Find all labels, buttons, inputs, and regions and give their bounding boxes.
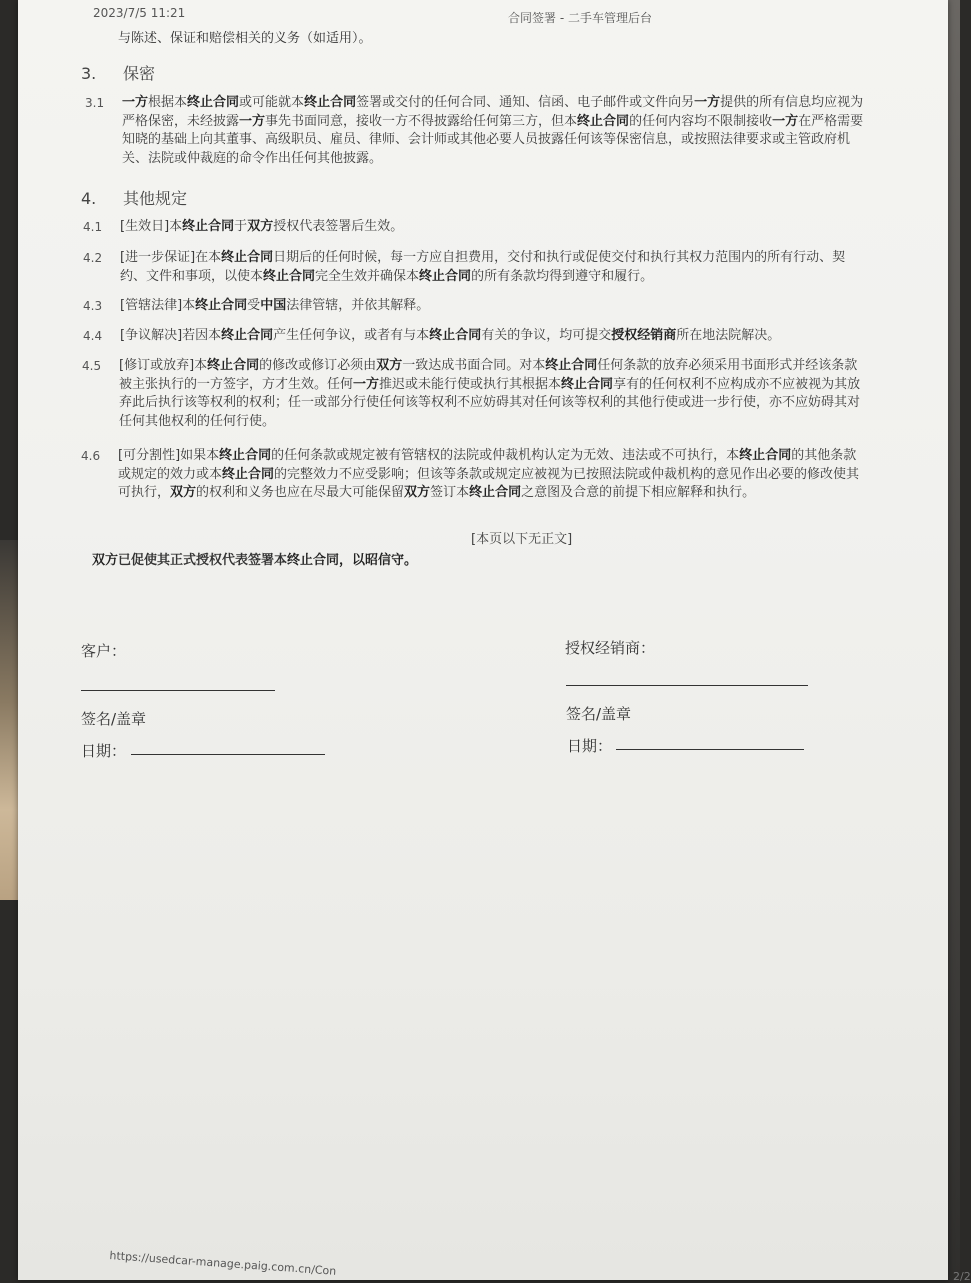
text-run: [生效日]本 (120, 219, 183, 234)
text-run: 知晓的基础上向其董事、高级职员、雇员、律师、会计师或其他必要人员披露任何该等保密信息，或按照法律要求或主管政府机 (122, 132, 851, 147)
customer-date-line (131, 754, 325, 755)
clause-text (120, 297, 429, 316)
dealer-label: 授权经销商： (565, 639, 656, 657)
text-run: 有关的争议，均可提交 (481, 328, 612, 343)
text-run: 关、法院或仲裁庭的命令作出任何其他披露。 (122, 150, 383, 166)
no-further-text-note: [本页以下无正文] (471, 532, 573, 547)
footer-url: https://usedcar-manage.paig.com.cn/Con (109, 1249, 337, 1278)
text-run: 的任何条款或规定被有管辖权的法院或仲裁机构认定为无效、违法或不可执行，本 (271, 448, 740, 463)
document-page (18, 0, 971, 1283)
text-run: [争议解决]若因本 (120, 328, 222, 343)
clause-line (118, 447, 859, 466)
text-run: 的其他条款 (791, 448, 857, 463)
text-run: [管辖法律]本 (120, 298, 196, 313)
text-run: [修订或放弃]本 (119, 358, 208, 373)
defined-term: 终止合同 (304, 95, 357, 110)
customer-date-label: 日期： (81, 742, 127, 760)
defined-term: 终止合同 (739, 448, 792, 463)
defined-term: 终止合同 (561, 376, 614, 392)
defined-term: 终止合同 (207, 358, 260, 373)
clause-number: 4.4 (83, 329, 103, 343)
section-title: 保密 (123, 64, 156, 83)
defined-term: 中国 (260, 298, 287, 313)
clause-line (119, 357, 860, 376)
text-run: 任何条款的放弃必须采用书面形式并经该条款 (597, 358, 858, 373)
defined-term: 终止合同 (577, 113, 630, 129)
defined-term: 终止合同 (182, 219, 235, 234)
customer-signature-line (81, 690, 275, 691)
text-run: 的修改或修订必须由 (259, 358, 377, 373)
text-run: 产生任何争议，或者有与本 (273, 328, 430, 343)
text-run: 或规定的效力或本 (118, 466, 223, 482)
text-run: 已促使其正式授权代表签署本 (118, 553, 288, 568)
text-run: 授权代表签署后生效。 (273, 219, 404, 234)
section-4-heading (81, 186, 187, 209)
clause-line (122, 131, 863, 150)
page-number: 2/2 (953, 1270, 971, 1283)
clause-text (120, 327, 780, 346)
text-run: 完全生效并确保本 (315, 268, 420, 284)
text-run: 受 (247, 298, 261, 313)
clause-text (118, 447, 859, 503)
clause-number: 4.5 (82, 359, 102, 373)
clause-line (122, 150, 863, 169)
clause-number: 4.2 (83, 251, 103, 265)
print-title: 合同签署 - 二手车管理后台 (508, 11, 652, 25)
defined-term: ，以昭信守。 (339, 553, 418, 568)
clause-number: 4.1 (83, 220, 103, 234)
defined-term: 双方 (92, 553, 119, 568)
defined-term: 双方 (376, 358, 403, 373)
defined-term: 终止合同 (195, 298, 248, 313)
defined-term: 一方 (694, 95, 721, 110)
defined-term: 授权经销商 (611, 328, 677, 343)
text-run: 提供的所有信息均应视为 (720, 95, 864, 110)
clause-line (120, 327, 780, 346)
print-date: 2023/7/5 11:21 (93, 6, 186, 20)
section-3-heading (81, 61, 155, 84)
text-run: 签署或交付的任何合同、通知、信函、电子邮件或文件向另 (356, 95, 695, 110)
clause-text (120, 249, 845, 286)
text-run: 可执行， (118, 485, 171, 500)
text-run: 的完整效力不应受影响；但该等条款或规定应被视为已按照法院或仲裁机构的意见作出必要的修改使其 (274, 466, 860, 482)
section-number: 4. (81, 189, 97, 208)
clause-number: 3.1 (85, 96, 105, 110)
defined-term: 终止合同 (221, 328, 274, 343)
text-run: 之意图及合意的前提下相应解释和执行。 (521, 485, 756, 500)
continuation-line: 与陈述、保证和赔偿相关的义务（如适用）。 (118, 31, 372, 46)
clause-text (119, 357, 860, 431)
clause-line (120, 218, 403, 237)
text-run: 约、文件和事项，以使本 (120, 268, 264, 284)
defined-term: 一方 (353, 376, 380, 392)
clause-line (122, 113, 863, 132)
defined-term: 一方 (239, 113, 266, 129)
clause-line (119, 413, 860, 432)
section-number: 3. (81, 64, 97, 83)
section-title: 其他规定 (123, 189, 188, 208)
defined-term: 一方 (122, 95, 149, 110)
clause-number: 4.6 (81, 449, 101, 463)
defined-term: 终止合同 (419, 268, 472, 284)
defined-term: 双方 (170, 485, 197, 500)
text-run: 根据本 (148, 95, 188, 110)
text-run: 于 (234, 219, 248, 234)
text-run: 被主张执行的一方签字，方才生效。任何 (119, 376, 354, 392)
defined-term: 终止合同 (429, 328, 482, 343)
defined-term: 双方 (404, 485, 431, 500)
clause-line (120, 297, 429, 316)
text-run: 法律管辖，并依其解释。 (286, 298, 430, 313)
defined-term: 终止合同 (287, 553, 340, 568)
text-run: 日期后的任何时候，每一方应自担费用，交付和执行或促使交付和执行其权力范围内的所有行动、契 (273, 250, 846, 265)
text-run: 或可能就本 (239, 95, 305, 110)
clause-text (120, 218, 403, 237)
text-run: 一致达成书面合同。对本 (402, 358, 546, 373)
text-run: [进一步保证]在本 (120, 250, 222, 265)
text-run: 享有的任何权利不应构成亦不应被视为其放 (613, 376, 861, 392)
text-run: 的权利和义务也应在尽最大可能保留 (196, 485, 405, 500)
defined-term: 终止合同 (187, 95, 240, 110)
clause-line (118, 466, 859, 485)
clause-line (120, 249, 845, 268)
defined-term: 终止合同 (263, 268, 316, 284)
text-run: 签订本 (430, 485, 470, 500)
text-run: 的所有条款均得到遵守和履行。 (471, 268, 654, 284)
defined-term: 双方 (247, 219, 274, 234)
customer-label: 客户： (81, 642, 127, 660)
dealer-signature-line (566, 685, 808, 686)
text-run: 弃此后执行该等权利的权利；任一或部分行使任何该等权利不应妨碍其对任何该等权利的其他行使或进一步行使，亦不应妨碍其对 (119, 395, 861, 410)
text-run: 任何其他权利的任何行使。 (119, 413, 276, 429)
defined-term: 终止合同 (469, 485, 522, 500)
clause-line (119, 394, 860, 413)
defined-term: 终止合同 (222, 466, 275, 482)
clause-line (120, 268, 845, 287)
text-run: 严格保密，未经披露 (122, 113, 240, 129)
text-run: 推迟或未能行使或执行其根据本 (379, 376, 562, 392)
clause-line (122, 94, 863, 113)
defined-term: 终止合同 (219, 448, 272, 463)
dealer-date-label: 日期： (567, 737, 613, 755)
text-run: [可分割性]如果本 (118, 448, 220, 463)
clause-text (122, 94, 863, 168)
clause-line (118, 484, 859, 503)
defined-term: 一方 (772, 113, 799, 129)
clause-number: 4.3 (83, 299, 103, 313)
witness-line (92, 549, 417, 568)
text-run: 的任何内容均不限制接收 (629, 113, 773, 129)
text-run: 事先书面同意，接收一方不得披露给任何第三方，但本 (265, 113, 578, 129)
text-run: 所在地法院解决。 (676, 328, 781, 343)
clause-line (119, 376, 860, 395)
defined-term: 终止合同 (545, 358, 598, 373)
dealer-sign-label: 签名/盖章 (566, 705, 632, 723)
dealer-date-line (616, 749, 804, 750)
customer-sign-label: 签名/盖章 (81, 710, 147, 728)
defined-term: 终止合同 (221, 250, 274, 265)
text-run: 在严格需要 (798, 113, 864, 129)
